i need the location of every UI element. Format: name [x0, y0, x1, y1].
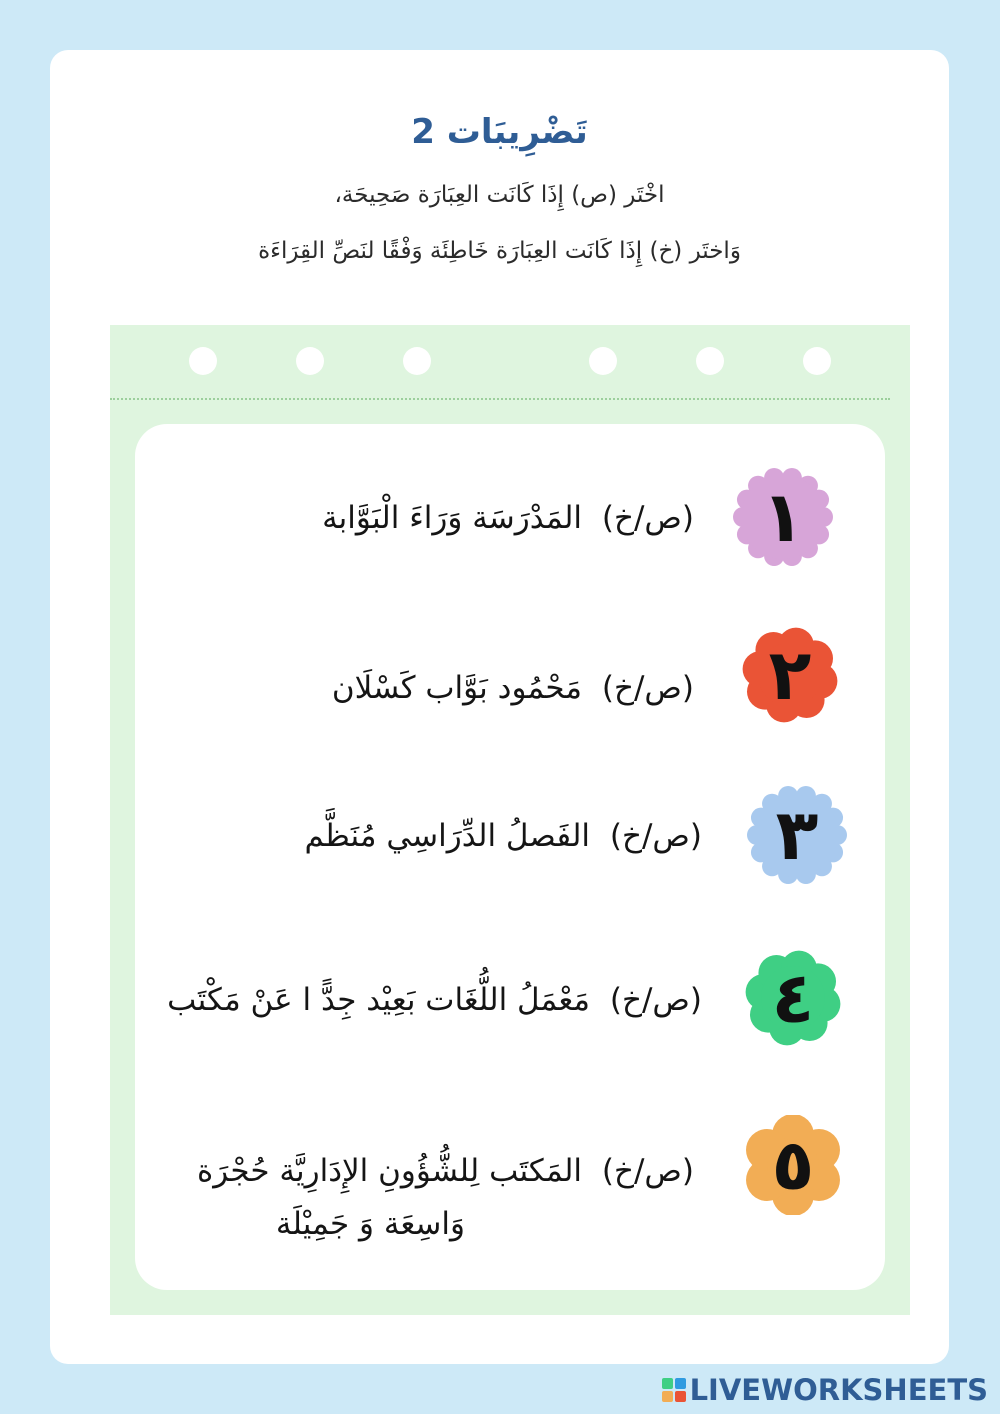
liveworksheets-logo-icon [662, 1378, 686, 1402]
binder-hole [803, 347, 831, 375]
statement-text: المَكتَب لِلشُّؤُونِ الإِدَارِيَّة حُجْرَة [196, 1153, 583, 1189]
binder-hole [296, 347, 324, 375]
instruction-line-1: اخْتَر (ص) إِذَا كَانَت العِبَارَة صَحِيحَة، [334, 182, 665, 208]
item-number: ٤ [771, 957, 815, 1039]
true-false-choice[interactable]: (ص/خ) [609, 982, 702, 1018]
worksheet-title: تَضْرِيبَات 2 [411, 112, 588, 152]
brand-name: LIVEWORKSHEETS [689, 1373, 988, 1407]
item-number-badge [733, 467, 833, 567]
statement-5-line-2: وَاسِعَة وَ جَمِيْلَة [275, 1206, 465, 1242]
perforation-line [110, 398, 890, 400]
item-number-badge [747, 785, 847, 885]
statement-2[interactable] [332, 662, 694, 714]
brand-footer [662, 1370, 988, 1410]
statement-4[interactable] [167, 974, 702, 1026]
binder-hole [696, 347, 724, 375]
item-number-badge [740, 625, 840, 725]
statement-text: مَعْمَلُ اللُّغَات بَعِيْد جِدًّ ا عَنْ مَكْتَب [167, 982, 591, 1018]
statement-text: الفَصلُ الدِّرَاسِي مُنَظَّم [304, 818, 591, 854]
true-false-choice[interactable]: (ص/خ) [601, 670, 694, 706]
item-number: ٣ [775, 794, 819, 876]
statement-5[interactable] [197, 1145, 694, 1197]
statement-text: مَحْمُود بَوَّاب كَسْلَان [331, 670, 583, 706]
statement-text: المَدْرَسَة وَرَاءَ الْبَوَّابة [322, 500, 583, 536]
item-number-badge [743, 948, 843, 1048]
binder-hole [589, 347, 617, 375]
true-false-choice[interactable]: (ص/خ) [609, 818, 702, 854]
binder-hole [189, 347, 217, 375]
item-number: ١ [761, 476, 805, 558]
item-number: ٥ [771, 1124, 815, 1206]
true-false-choice[interactable]: (ص/خ) [601, 500, 694, 536]
true-false-choice[interactable]: (ص/خ) [601, 1153, 694, 1189]
statement-1[interactable] [322, 492, 694, 544]
item-number: ٢ [768, 634, 812, 716]
item-number-badge [743, 1115, 843, 1215]
statement-3[interactable] [304, 810, 702, 862]
instruction-line-2: وَاختَر (خ) إِذَا كَانَت العِبَارَة خَاطِئَة وَفْقًا لنَصِّ القِرَاءَة [258, 238, 741, 264]
binder-hole [403, 347, 431, 375]
